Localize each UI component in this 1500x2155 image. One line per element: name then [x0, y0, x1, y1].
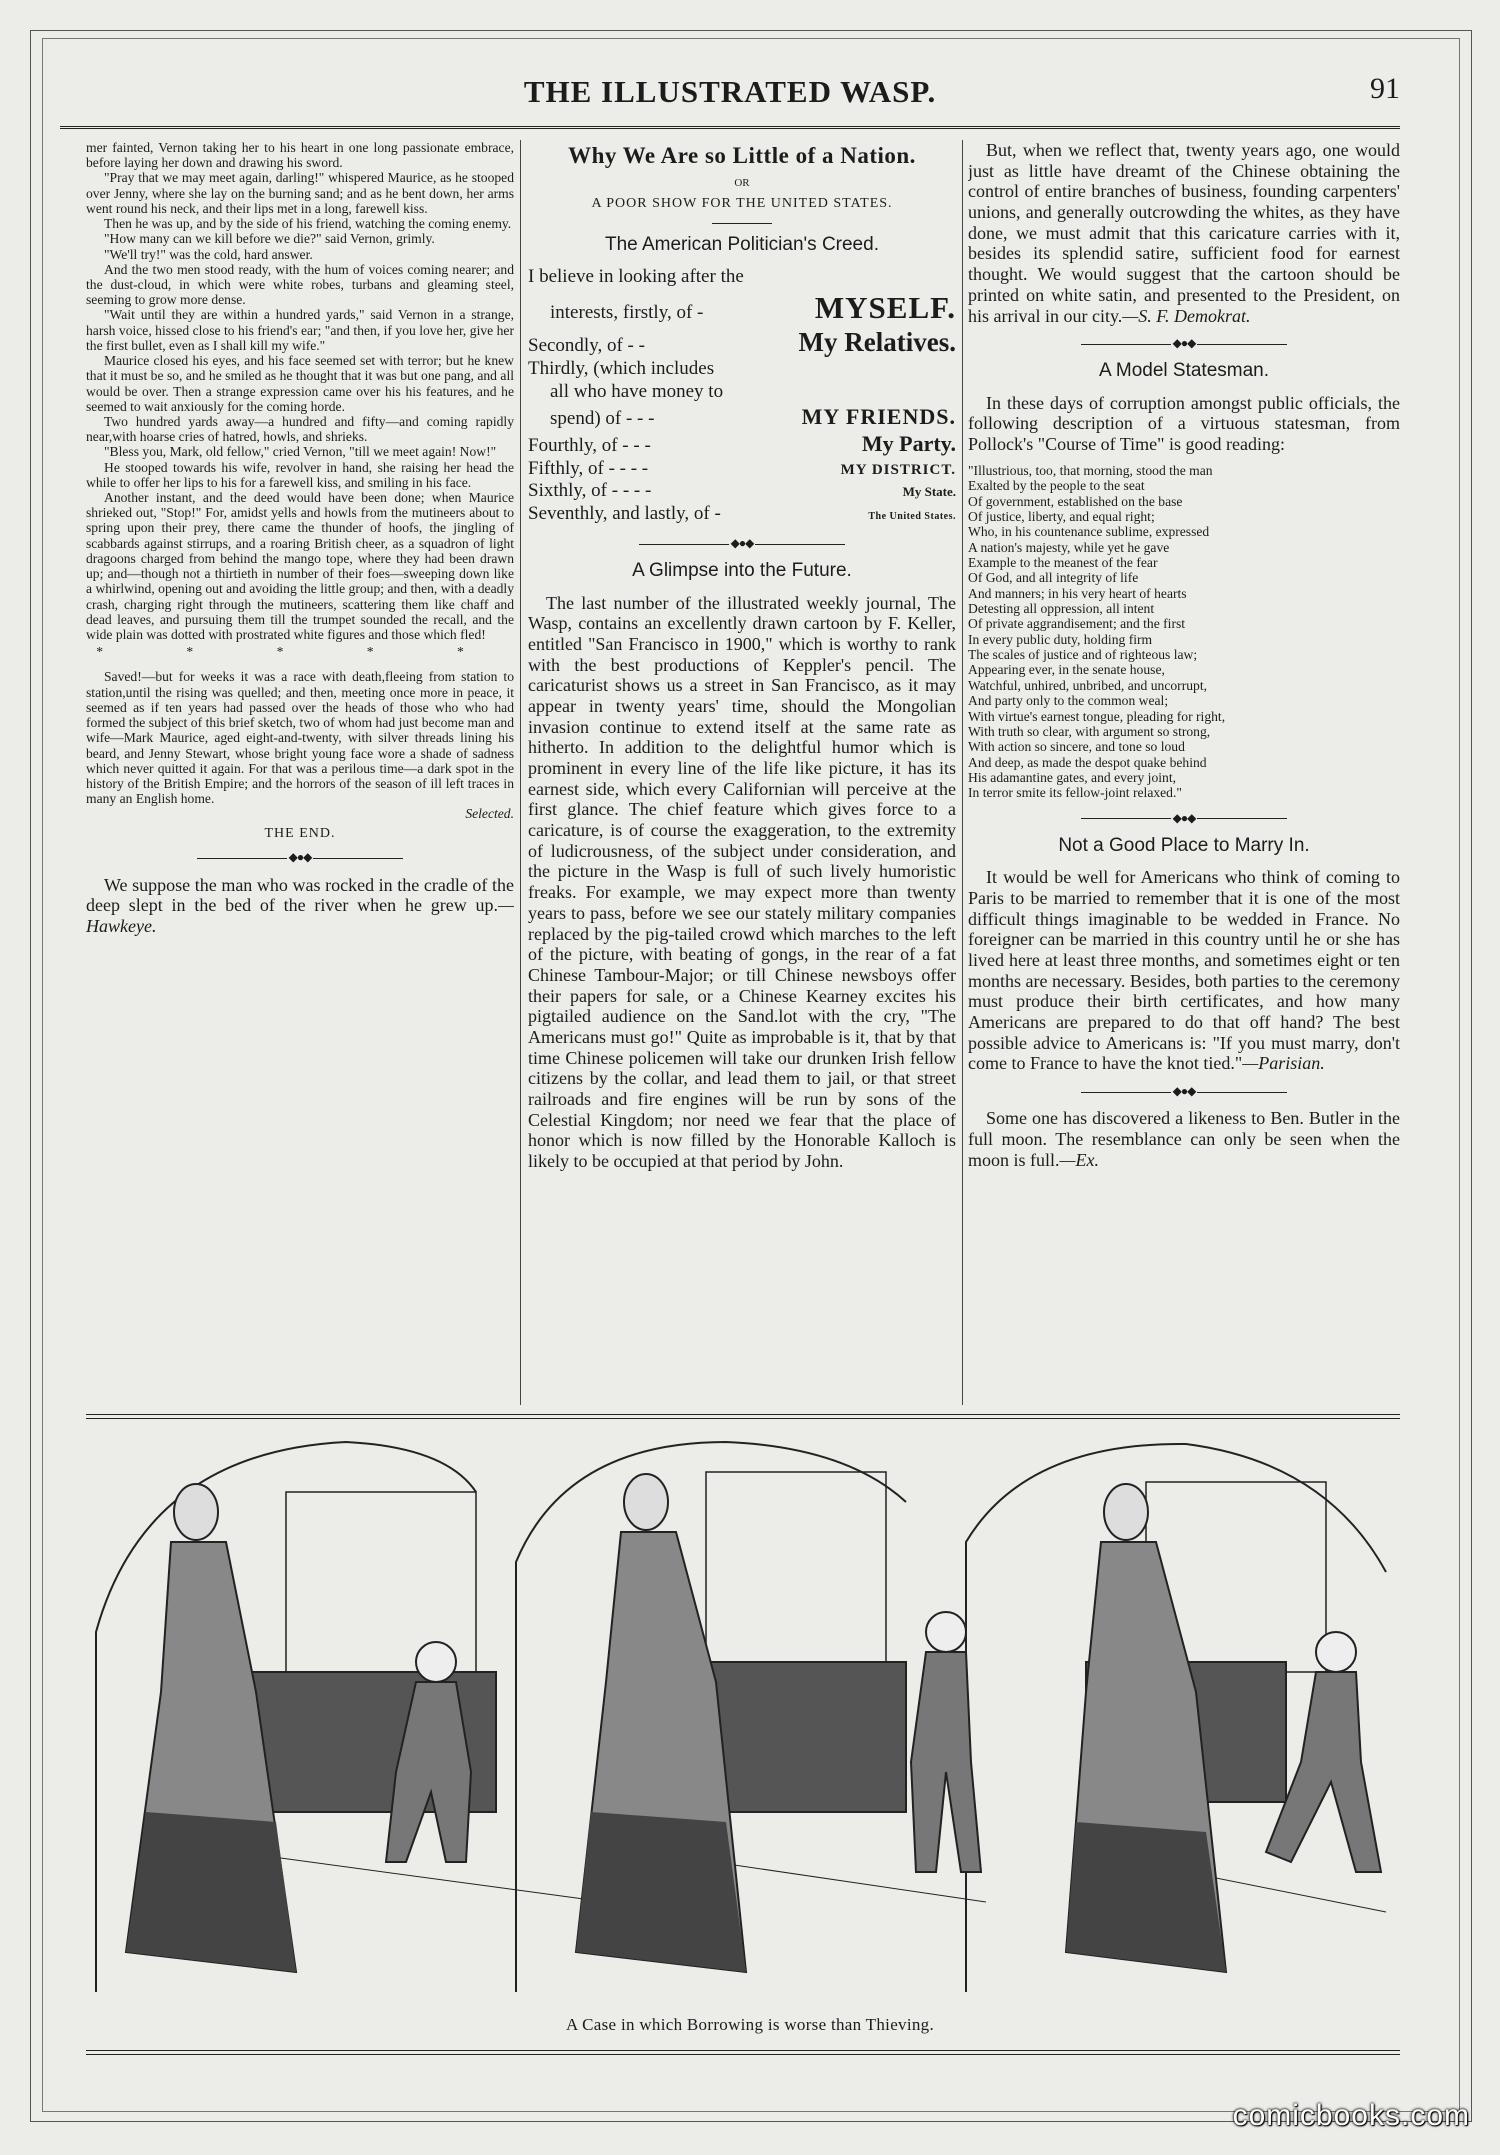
divider-ornament: ◆●◆	[968, 1084, 1400, 1098]
cartoon-caption: A Case in which Borrowing is worse than Thieving.	[565, 2015, 935, 2034]
butler-paragraph: Some one has discovered a likeness to Ben. Butler in the full moon. The resemblance can only be seen when the moon is full.—Ex.	[968, 1108, 1400, 1170]
story-paragraph: mer fainted, Vernon taking her to his heart in one long passionate embrace, before laying her down and drawing his sword.	[86, 140, 514, 171]
story-paragraph: He stooped towards his wife, revolver in hand, she raising her head the while to offer her lips to his for a farewell kiss, and smiling in his face.	[86, 459, 514, 490]
poem-line: Example to the meanest of the fear	[968, 554, 1158, 570]
divider-ornament: ◆●◆	[968, 811, 1400, 825]
masthead	[60, 66, 1400, 129]
demokrat-paragraph: But, when we reflect that, twenty years ago, one would just as little have dreamt of the Chinese obtaining the control of entire branches of business, founding carpenters' unions, and generally outcrowding the whites, as they have done, we must admit that this caricature carries with it, besides its splendid satire, sufficient food for earnest thought. We would suggest that the cartoon should be printed on white satin, and presented to the President, on his arrival in our city.—S. F. Demokrat.	[968, 140, 1400, 326]
column-3	[968, 140, 1400, 1405]
poem-line: Who, in his countenance sublime, expressed	[968, 524, 1210, 540]
cartoon-illustration	[86, 1432, 1400, 2002]
statesman-intro: In these days of corruption amongst public officials, the following description of a virtuous statesman, from Pollock's "Course of Time" is good reading:	[968, 392, 1400, 455]
poem-line: A nation's majesty, while yet he gave	[968, 539, 1170, 555]
story-paragraph: Two hundred yards away—a hundred and fifty—and coming rapidly near,with hoarse cries of hatred, howls, and shrieks.	[86, 413, 514, 445]
column-rule	[962, 140, 963, 1405]
poem-line: In terror smite its fellow-joint relaxed."	[968, 785, 1182, 801]
poem-line: The scales of justice and of righteous law;	[968, 647, 1198, 663]
marry-article: It would be well for Americans who think of coming to Paris to be married to remember that it is one of the most difficult things imaginable to be wedded in France. No foreigner can be married in this country until he or she has lived here at least three months, and sometimes eight or ten months are necessary. Besides, both parties to the ceremony must produce their birth certificates, and how many Americans are prepared to do that off hand? The best possible advice to Americans is: "If you must marry, don't come to France to have the knot tied."—Parisian.	[968, 867, 1400, 1074]
poem-line: Of private aggrandisement; and the first	[968, 616, 1186, 632]
section-stars: * * * * *	[96, 644, 504, 660]
subheadline: A POOR SHOW FOR THE UNITED STATES.	[591, 196, 893, 212]
poem-line: In every public duty, holding firm	[968, 631, 1153, 647]
column-1	[86, 140, 514, 1405]
poem-line: Of God, and all integrity of life	[968, 570, 1139, 586]
poem-line: And manners; in his very heart of hearts	[968, 585, 1187, 601]
story-paragraph: Another instant, and the deed would have been done; when Maurice shrieked out, "Stop!" For, amidst yells and howls from the mutineers about to spring upon their prey, there came the thunder of hoofs, the jingling of scabbards against stirrups, and a roaring British cheer, as a squadron of light dragoons charged from behind the mango tope, where they had been drawn up; and—though not a thirtieth in number of their foes—sweeping down like a whirlwind, opening out and avoiding the little group; and then, with a deadly crash, charging right through the mutineers, scattering them like chaff and dead leaves, and pursuing them till the trumpet sounded the recall, and the wide plain was dotted with prostrated white figures and those which fled!	[86, 490, 514, 642]
poem-line: With virtue's earnest tongue, pleading for right,	[968, 708, 1226, 724]
poem-line: With action so sincere, and tone so loud	[968, 739, 1185, 755]
headline: Why We Are so Little of a Nation.	[568, 143, 916, 168]
story-paragraph: Maurice closed his eyes, and his face seemed set with terror; but he knew that it must be so, and he smiled as he thought that it was but one pang, and all would be over. Then a strange expression came over his his features, and he seemed to wait anxiously for the coming horde.	[86, 353, 514, 414]
bottom-rule	[86, 2050, 1400, 2055]
statesman-title: A Model Statesman.	[1098, 360, 1270, 382]
story-paragraph: Saved!—but for weeks it was a race with death,fleeing from station to station,until the rising was quelled; and then, meeting once more in peace, it seemed as if ten years had passed over the heads of those who who had formed the subject of this brief sketch, two of whom had just become man and wife—Mark Maurice, aged eight-and-twenty, with silver threads lining his beard, and Jenny Stewart, whose bright young face wore a shade of sadness which never quitted it again. For that was a perilous time—a dark spot in the history of the British Empire; and the horrors of the season of ill left traces in many an English home.	[86, 669, 514, 807]
glimpse-title: A Glimpse into the Future.	[632, 560, 852, 582]
divider-ornament: ◆●◆	[528, 536, 956, 550]
poem-line: Exalted by the people to the seat	[968, 478, 1145, 494]
watermark: comicbooks.com	[1232, 2099, 1470, 2132]
pollock-poem	[968, 463, 1400, 801]
headline-or: OR	[734, 177, 750, 190]
poem-line: Of government, established on the base	[968, 493, 1183, 509]
poem-line: His adamantine gates, and every joint,	[968, 770, 1176, 785]
story-paragraph: And the two men stood ready, with the hum of voices coming nearer; and the dust-cloud, in which were white robes, turbans and gleaming steel, seeming to grow more dense.	[86, 261, 514, 308]
poem-line: Watchful, unhired, unbribed, and uncorrupt,	[968, 677, 1207, 693]
column-2	[528, 140, 956, 1405]
page-number: 91	[1370, 72, 1400, 105]
source-credit: Selected.	[465, 806, 514, 822]
story-paragraph: "How many can we kill before we die?" said Vernon, grimly.	[104, 231, 435, 247]
poem-line: Of justice, liberty, and equal right;	[968, 508, 1155, 524]
divider-ornament: ◆●◆	[86, 851, 514, 864]
poem-line: And party only to the common weal;	[968, 693, 1169, 709]
story-paragraph: "We'll try!" was the cold, hard answer.	[104, 246, 313, 262]
creed-title: The American Politician's Creed.	[605, 233, 879, 255]
story-paragraph: Then he was up, and by the side of his friend, watching the coming enemy.	[104, 216, 512, 232]
section-rule	[86, 1414, 1400, 1419]
story-paragraph: "Pray that we may meet again, darling!" whispered Maurice, as he stooped over Jenny, where she lay on the burning sand; and as he bent down, her arms went round his neck, and their lips met in a long, farewell kiss.	[86, 170, 514, 216]
poem-line: And deep, as made the despot quake behind	[968, 754, 1207, 770]
poem-line: Appearing ever, in the senate house,	[968, 662, 1165, 678]
glimpse-article: The last number of the illustrated weekly journal, The Wasp, contains an excellently drawn cartoon by F. Keller, entitled "San Francisco in 1900," which is worthy to rank with the best productions of Keppler's pencil. The caricaturist shows us a street in San Francisco, as it may appear in twenty years' time, should the Mongolian invasion continue to extend itself at the same rate as hitherto. In addition to the delightful humor which is prominent in every line of the life like picture, it has its earnest side, which every Californian will perceive at the first glance. The chief feature which gives force to a caricature, is of course the exaggeration, to the extremity of ludicrousness, of the subject under consideration, and the picture in the Wasp is full of such lively humoristic freaks. For example, we may expect more than twenty years to pass, before we see our stately military companies replaced by the pig-tailed crowd which marches to the left of the picture, with beating of gongs, in the rear of a fat Chinese Tambour-Major; or till Chinese newsboys offer their papers for sale, or a Chinese Kearney excites his pigtailed audience on the Sand.lot with the cry, "The Americans must go!" Quite as improbable is it, that by that time Chinese policemen will take our drunken Irish fellow citizens by the collar, and lead them to jail, or that street railroads and fire engines will be run by sons of the Celestial Kingdom; nor need we fear that the place of honor which is now filled by the Honorable Kalloch is likely to be occupied at that period by John.	[528, 592, 956, 1172]
poem-line: "Illustrious, too, that morning, stood the man	[968, 462, 1213, 478]
marry-title: Not a Good Place to Marry In.	[1058, 834, 1310, 856]
closing-paragraph: We suppose the man who was rocked in the cradle of the deep slept in the bed of the river when he grew up.—Hawkeye.	[86, 874, 514, 937]
politicians-creed: I believe in looking after the interests, firstly, of - MYSELF. Secondly, of - - My Relatives. Thirdly, (which includes all who have money to spend) of - - - MY FRIENDS. Fourthly, of - - - My Party. Fifthly, of - - - - MY DISTRICT. Sixthly, of - - - - My State. Seventhly, and lastly, of - The United States.	[528, 266, 956, 525]
the-end-label: THE END.	[264, 825, 336, 841]
column-rule	[520, 140, 521, 1405]
poem-line: With truth so clear, with argument so strong,	[968, 723, 1211, 739]
story-paragraph: "Wait until they are within a hundred yards," said Vernon in a strange, harsh voice, hissed close to his friend's ear; "and then, if you love her, give her the first bullet, even as I shall kill my wife."	[86, 307, 514, 353]
story-paragraph: "Bless you, Mark, old fellow," cried Vernon, "till we meet again! Now!"	[104, 444, 497, 460]
masthead-title: THE ILLUSTRATED WASP.	[523, 74, 937, 109]
divider-ornament: ◆●◆	[968, 336, 1400, 350]
poem-line: Detesting all oppression, all intent	[968, 601, 1155, 617]
